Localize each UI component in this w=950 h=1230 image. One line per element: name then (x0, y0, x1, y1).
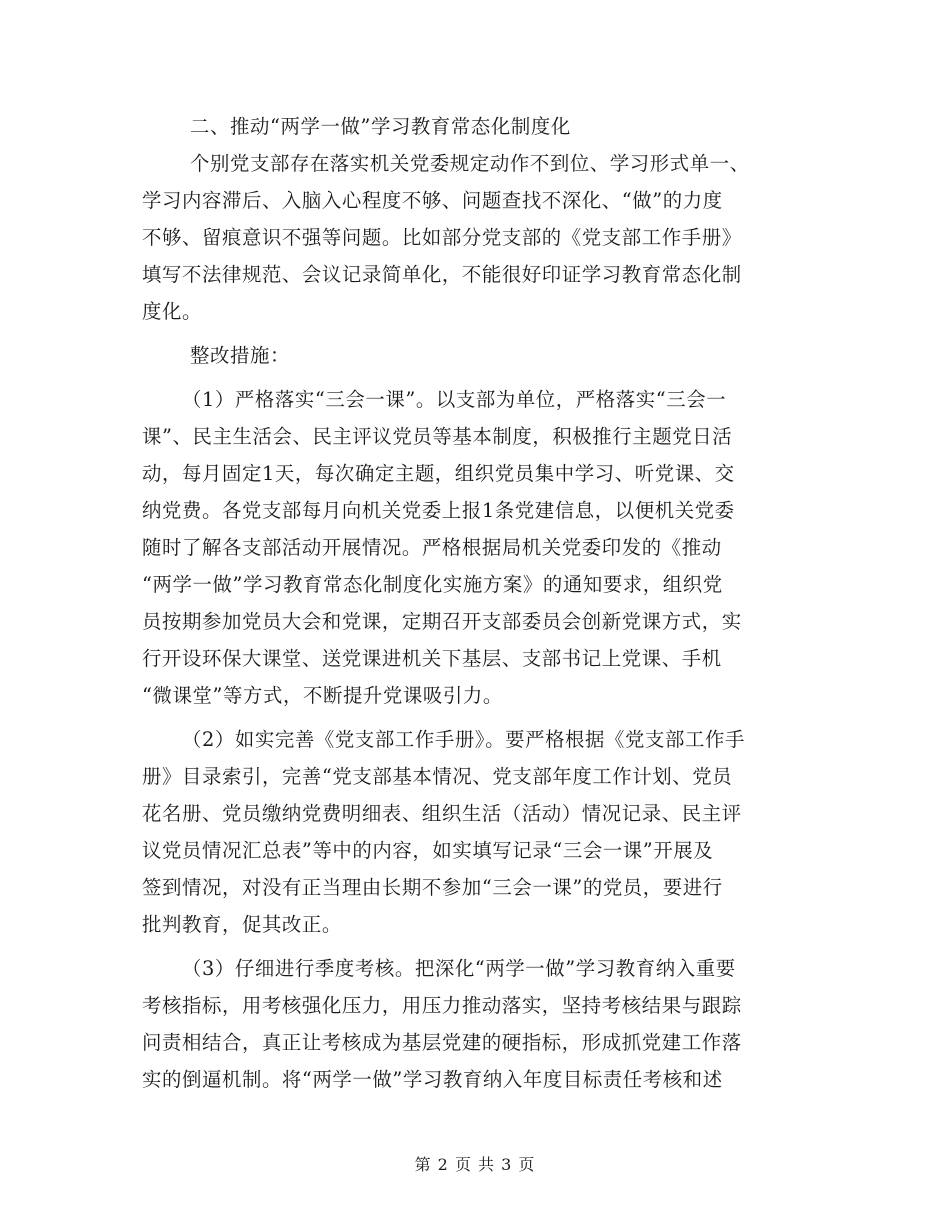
measure-3-paragraph (142, 950, 808, 1098)
measure-1-paragraph (142, 381, 808, 714)
paragraph-line: 不够、留痕意识不强等问题。比如部分党支部的《党支部工作手册》 (142, 226, 742, 249)
paragraph-line: 学习内容滞后、入脑入心程度不够、问题查找不深化、“做”的力度 (142, 189, 723, 212)
paragraph-line: 度化。 (142, 300, 202, 323)
paragraph-line: 填写不法律规范、会议记录简单化，不能很好印证学习教育常态化制 (142, 263, 742, 286)
page-number-footer: 第 2 页 共 3 页 (414, 1155, 536, 1174)
paragraph-line: 员按期参加党员大会和党课，定期召开支部委员会创新党课方式，实 (142, 610, 742, 633)
paragraph-line: 随时了解各支部活动开展情况。严格根据局机关党委印发的《推动 (142, 536, 722, 559)
paragraph-line: （2）如实完善《党支部工作手册》。要严格根据《党支部工作手 (182, 728, 745, 751)
paragraph-line: “两学一做”学习教育常态化制度化实施方案》的通知要求，组织党 (142, 573, 723, 596)
paragraph-line: 考核指标，用考核强化压力，用压力推动落实，坚持考核结果与跟踪 (142, 994, 742, 1017)
document-body (142, 108, 808, 1098)
paragraph-line: 行开设环保大课堂、送党课进机关下基层、支部书记上党课、手机 (142, 647, 722, 670)
paragraph-line: 纳党费。各党支部每月向机关党委上报1条党建信息，以便机关党委 (142, 499, 735, 522)
problem-paragraph (142, 145, 808, 330)
paragraph-line: 问责相结合，真正让考核成为基层党建的硬指标，形成抓党建工作落 (142, 1031, 742, 1054)
paragraph-line: （3）仔细进行季度考核。把深化“两学一做”学习教育纳入重要 (182, 957, 736, 980)
paragraph-line: 册》目录索引，完善“党支部基本情况、党支部年度工作计划、党员 (142, 765, 733, 788)
paragraph-line: 花名册、党员缴纳党费明细表、组织生活（活动）情况记录、民主评 (142, 802, 742, 825)
measure-2-paragraph (142, 721, 808, 943)
paragraph-line: 课”、民主生活会、民主评议党员等基本制度，积极推行主题党日活 (142, 425, 733, 448)
section-heading: 二、推动“两学一做”学习教育常态化制度化 (190, 115, 571, 138)
paragraph-line: “微课堂”等方式，不断提升党课吸引力。 (142, 684, 503, 707)
paragraph-line: 个别党支部存在落实机关党委规定动作不到位、学习形式单一、 (190, 152, 750, 175)
paragraph-line: 签到情况，对没有正当理由长期不参加“三会一课”的党员，要进行 (142, 876, 723, 899)
measures-title: 整改措施： (190, 344, 290, 367)
paragraph-line: 议党员情况汇总表”等中的内容，如实填写记录“三会一课”开展及 (142, 839, 714, 862)
paragraph-line: 批判教育，促其改正。 (142, 913, 342, 936)
paragraph-line: （1）严格落实“三会一课”。以支部为单位，严格落实“三会一 (182, 388, 727, 411)
paragraph-line: 动，每月固定1天，每次确定主题，组织党员集中学习、听党课、交 (142, 462, 735, 485)
paragraph-line: 实的倒逼机制。将“两学一做”学习教育纳入年度目标责任考核和述 (142, 1068, 723, 1091)
